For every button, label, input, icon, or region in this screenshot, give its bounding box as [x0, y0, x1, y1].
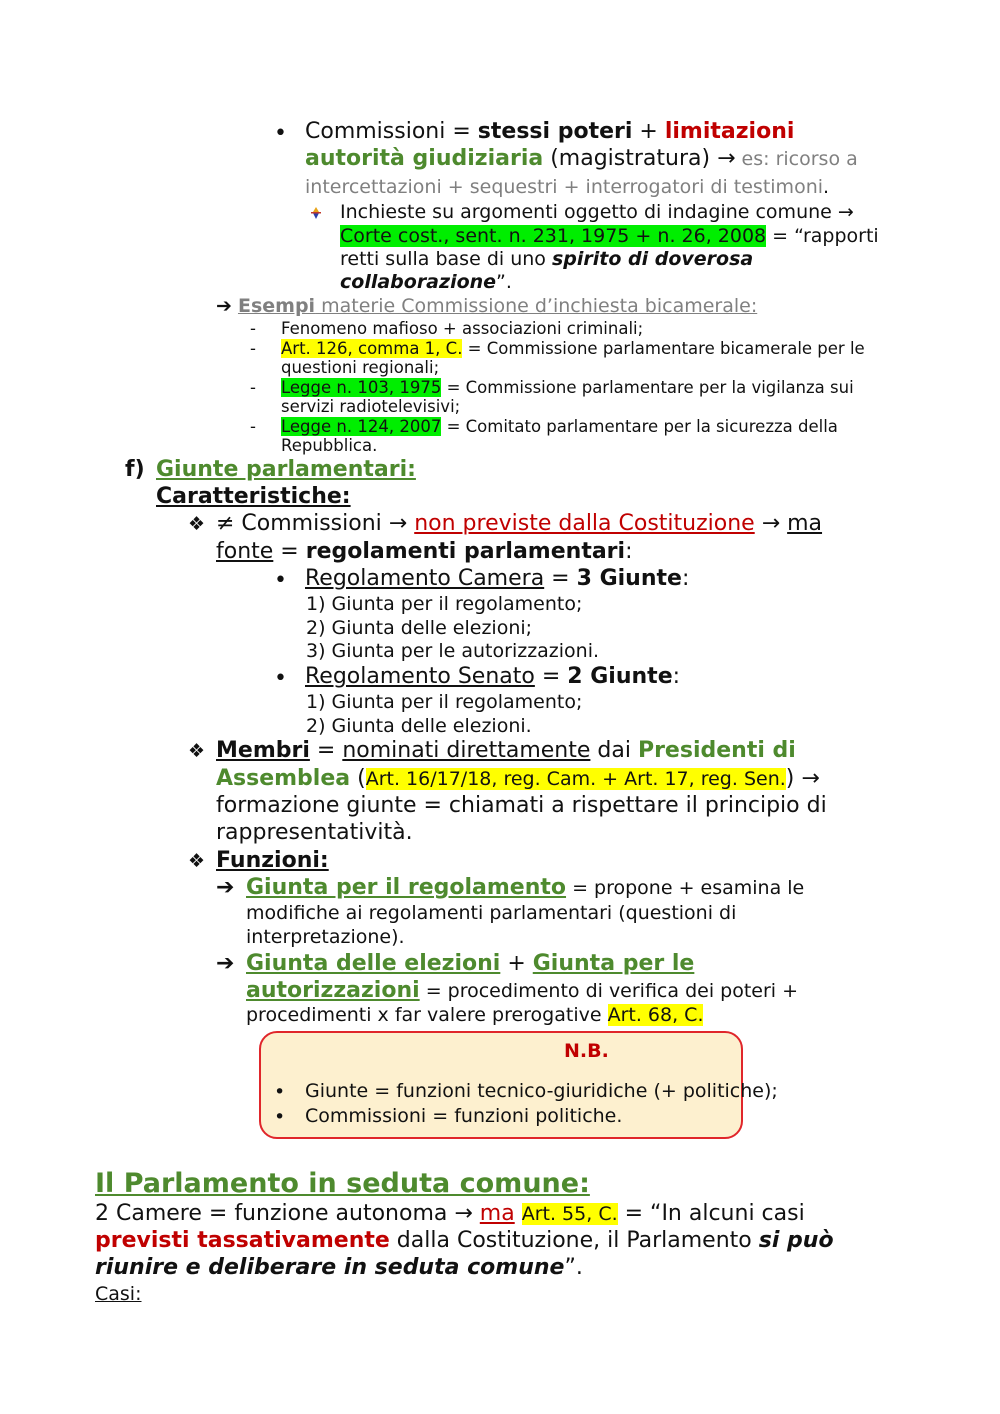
text-underline: nominati direttamente	[342, 738, 591, 763]
esempi-item-2-cont: questioni regionali;	[281, 358, 440, 377]
bullet-dot: •	[274, 666, 287, 691]
text: = “In alcuni casi	[617, 1201, 805, 1226]
arrow-right-icon: →	[454, 1201, 473, 1226]
esempi-item-4-cont: Repubblica.	[281, 436, 378, 455]
text: Commissioni =	[305, 119, 478, 144]
membri-line-4: rappresentatività.	[216, 820, 413, 845]
text-green-bold-underline: Giunta per le	[532, 951, 695, 976]
funzioni-f2-line-3	[246, 1005, 703, 1027]
text: :	[681, 566, 690, 591]
esempi-heading	[216, 296, 757, 318]
citation-highlight: Art. 16/17/18, reg. Cam. + Art. 17, reg. Sen.	[365, 768, 786, 790]
dash: -	[250, 417, 256, 436]
text-green-bold-underline: autorizzazioni	[246, 978, 420, 1003]
membri-line-2	[216, 766, 820, 791]
text: =	[309, 738, 343, 763]
dash: -	[250, 378, 256, 397]
text-gray: es: ricorso a	[735, 148, 858, 170]
seduta-title: Il Parlamento in seduta comune:	[95, 1168, 590, 1199]
funzioni-f2-line-1	[246, 951, 694, 976]
text-underline: Regolamento Camera	[305, 566, 545, 591]
funzioni-heading: Funzioni:	[216, 848, 329, 873]
text: .	[823, 176, 830, 198]
sub-line-4	[340, 272, 512, 294]
text-red-bold: previsti tassativamente	[95, 1228, 390, 1253]
text: retti sulla base di uno	[340, 248, 552, 270]
text: 2 Camere = funzione autonoma	[95, 1201, 455, 1226]
camera-item-3: 3) Giunta per le autorizzazioni.	[306, 640, 600, 662]
text-bold-italic: collaborazione	[340, 271, 497, 293]
senato-item-1: 1) Giunta per il regolamento;	[306, 691, 583, 713]
text: =	[273, 539, 306, 564]
text-red-underline: non previste dalla Costituzione	[414, 511, 755, 536]
dash: -	[250, 339, 256, 358]
funzioni-f1-line-1	[246, 875, 804, 900]
text-bold-underline: Membri	[216, 738, 310, 763]
funzioni-f1-line-3: interpretazione).	[246, 926, 405, 948]
text: = “rapporti	[766, 225, 879, 247]
bullet-dot: •	[274, 1081, 286, 1103]
funzioni-f2-line-2	[246, 978, 798, 1003]
citation-highlight: Corte cost., sent. n. 231, 1975 + n. 26, 2008	[340, 225, 767, 247]
text-green-bold-underline: Giunta per il regolamento	[246, 875, 567, 900]
membri-line-3: formazione giunte = chiamati a rispettare il principio di	[216, 793, 827, 818]
text: = procedimento di verifica dei poteri +	[419, 980, 799, 1002]
arrow-right-icon: →	[388, 511, 408, 536]
giunte-title: Giunte parlamentari:	[156, 457, 416, 482]
commissioni-line-3	[305, 177, 829, 199]
text: dai	[590, 738, 638, 763]
text: =	[544, 566, 577, 591]
commissioni-line-2	[305, 146, 858, 171]
seduta-line-2	[95, 1228, 834, 1253]
text-underline: Regolamento Senato	[305, 664, 535, 689]
bullet-dot: •	[274, 1106, 286, 1128]
esempi-item-3-cont: servizi radiotelevisivi;	[281, 397, 461, 416]
bullet-dot: •	[274, 121, 287, 146]
senato-heading	[305, 664, 680, 689]
diamond-bullet-icon: ❖	[188, 740, 206, 762]
seduta-line-3	[95, 1255, 583, 1280]
text: = Commissione parlamentare bicamerale per le	[462, 339, 865, 358]
text: ”.	[564, 1255, 583, 1280]
text: = Comitato parlamentare per la sicurezza della	[441, 417, 838, 436]
citation-highlight: Art. 126, comma 1, C.	[281, 339, 463, 358]
nb-item-1: Giunte = funzioni tecnico-giuridiche (+ politiche);	[305, 1080, 778, 1102]
senato-item-2: 2) Giunta delle elezioni.	[306, 715, 532, 737]
nb-item-2: Commissioni = funzioni politiche.	[305, 1105, 623, 1127]
sub-line-2	[340, 226, 879, 248]
diamond-bullet-icon: ❖	[188, 850, 206, 872]
text-bold-italic: spirito di doverosa	[551, 248, 754, 270]
text-bold: regolamenti parlamentari	[305, 539, 626, 564]
text-bold: stessi poteri	[477, 119, 633, 144]
text-bold: 2 Giunte	[567, 664, 673, 689]
text: = propone + esamina le	[566, 877, 805, 899]
text: +	[632, 119, 665, 144]
diamond-bullet-icon: ❖	[188, 513, 206, 535]
nb-title: N.B.	[564, 1040, 609, 1062]
esempi-item-3	[281, 379, 854, 398]
text: procedimenti x far valere prerogative	[246, 1004, 608, 1026]
text-gray-underline: materie Commissione d’inchiesta bicamerale:	[315, 295, 758, 317]
camera-item-1: 1) Giunta per il regolamento;	[306, 593, 583, 615]
citation-highlight: Art. 68, C.	[607, 1004, 704, 1026]
citation-highlight: Art. 55, C.	[521, 1203, 618, 1225]
text: +	[500, 951, 533, 976]
text-bold-italic: riunire e deliberare in seduta comune	[95, 1255, 565, 1280]
sub-bullet-icon	[309, 206, 323, 220]
text: :	[672, 664, 681, 689]
camera-item-2: 2) Giunta delle elezioni;	[306, 617, 533, 639]
text-bold: 3 Giunte	[576, 566, 682, 591]
sub-line-1	[340, 202, 854, 224]
text: ≠ Commissioni	[216, 511, 389, 536]
esempi-item-4	[281, 418, 838, 437]
citation-highlight: Legge n. 103, 1975	[281, 378, 442, 397]
caratteristiche-heading: Caratteristiche:	[156, 484, 351, 509]
funzioni-f1-line-2: modifiche ai regolamenti parlamentari (questioni di	[246, 902, 737, 924]
text-red-bold: limitazioni	[664, 119, 795, 144]
text: = Commissione parlamentare per la vigilanza sui	[441, 378, 854, 397]
text: =	[534, 664, 568, 689]
esempi-item-1: Fenomeno mafioso + associazioni criminali;	[281, 319, 644, 338]
giunte-c1-line-1	[216, 511, 822, 536]
text-gray-bold-underline: Esempi	[237, 295, 316, 317]
commissioni-line-1	[305, 119, 794, 144]
citation-highlight: Legge n. 124, 2007	[281, 417, 442, 436]
text-gray: intercettazioni + sequestri + interrogatori di testimoni	[305, 176, 824, 198]
seduta-line-1	[95, 1201, 805, 1226]
text: ”.	[496, 271, 512, 293]
text: (	[350, 766, 366, 791]
sub-line-3	[340, 249, 753, 271]
text: ) →	[785, 766, 820, 791]
dash: -	[250, 319, 256, 338]
giunte-c1-line-2	[216, 539, 633, 564]
text: :	[625, 539, 633, 564]
text: (magistratura)	[543, 146, 718, 171]
text: dalla Costituzione, il Parlamento	[389, 1228, 759, 1253]
camera-heading	[305, 566, 689, 591]
text-green-bold: autorità giudiziaria	[305, 146, 544, 171]
arrow-right-icon: →	[837, 201, 854, 223]
text: →	[754, 511, 788, 536]
esempi-item-2	[281, 340, 865, 359]
arrow-right-icon: ➔	[216, 295, 232, 317]
text-underline: ma	[787, 511, 823, 536]
text-green-bold: Presidenti di	[637, 738, 796, 763]
section-letter: f)	[125, 457, 145, 482]
text: Inchieste su argomenti oggetto di indagine comune	[340, 201, 838, 223]
text-green-bold: Assemblea	[216, 766, 351, 791]
membri-line-1	[216, 738, 796, 763]
casi-label: Casi:	[95, 1283, 142, 1305]
arrow-right-icon: →	[717, 146, 736, 171]
arrow-right-icon: ➔	[216, 951, 235, 976]
text-green-bold-underline: Giunta delle elezioni	[246, 951, 501, 976]
arrow-right-icon: ➔	[216, 875, 235, 900]
bullet-dot: •	[274, 568, 287, 593]
text-underline: fonte	[216, 539, 274, 564]
text-bold-italic: si può	[758, 1228, 834, 1253]
text-red-underline: ma	[479, 1201, 515, 1226]
